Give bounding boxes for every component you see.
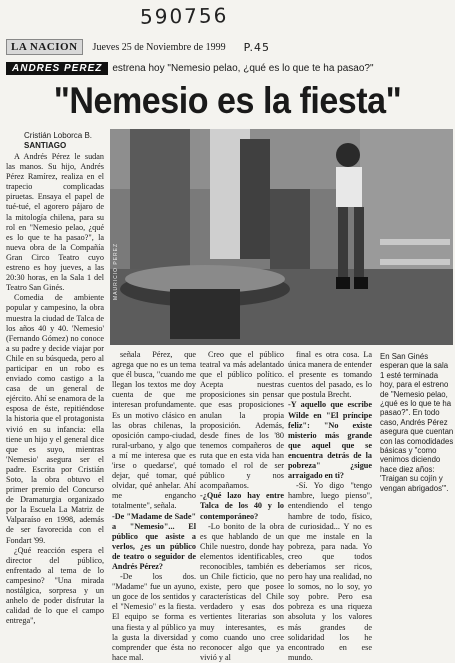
kicker-name: ANDRES PEREZ xyxy=(6,62,108,75)
interview-question: -Y aquello que escribe Wilde en "El príncipe feliz": "No existe misterio más grande que aquel que se encuentra detrás de la pobreza" ¿sigue arraigado en ti? xyxy=(288,400,372,481)
byline xyxy=(24,131,92,151)
paragraph: ¿Qué reacción espera el director del público, enfrentado al tema de lo campesino? "Una mirada nostálgica, sorpresa y un anhelo de poder disfrutar la calidad de lo que el campo entrega", xyxy=(6,545,104,626)
interview-question: -De "Madame de Sade" a "Nemesio"... El público que asiste a verlos, ¿es un público de teatro o seguidor de Andrés Pérez? xyxy=(112,511,196,571)
page-mark: P.45 xyxy=(243,40,270,54)
masthead xyxy=(6,40,446,54)
paragraph: Comedia de ambiente popular y campesino, la obra muestra la ciudad de Talca de los años 40 y 40. 'Nemesio' (Fernando Gómez) no conoce a su padre y decide viajar por Chile en su búsqueda, pero al participar en un robo es enviado como castigo a la casa de un general de ejército. Ahí se enamora de la esposa de éste, repitiéndose la historia que el protagonista vivió en su infancia: ella tiene un hijo y el general dice que es suyo, mientras 'Nemesio' asegura ser el padre. Escrita por Cristián Soto, la obra obtuvo el primer premio del Concurso de Dramaturgia organizado por la Escuela La Matriz de Valparaíso en 1998, además de ser favorecida con el Fondart '99. xyxy=(6,293,104,545)
sidebar-note: En San Ginés esperan que la sala 1 esté terminada hoy, para el estreno de "Nemesio pelao, ¿qué es lo que te ha pasao?". En todo caso, Andrés Pérez asegura que cuentan con las comodidades básicas y "como venimos diciendo hace diez años: 'Traigan su cojín y vengan abrigados'". xyxy=(380,352,454,493)
interview-question: -¿Qué lazo hay entre Talca de los 40 y lo contemporáneo? xyxy=(200,491,284,521)
paragraph: final es otra cosa. La única manera de entender el presente es tomando cuentos del pasado, es lo que postula Brecht. xyxy=(288,350,372,400)
kicker-line xyxy=(6,61,446,75)
paragraph: -Sí. Yo digo "tengo hambre, luego pienso", entendiendo el tengo hambre de todo, físico, de curiosidad... Y no es que me instale en la pobreza, para nada. Yo creo que todos deberíamos ser ricos, pero hay una realidad, no lo somos, no lo soy, yo soy pobre. Pero esa pobreza es una riqueza absoluta y los valores más grandes de solidaridad los he encontrado en ese mundo. xyxy=(288,481,372,662)
photo-credit: MAURICIO PEREZ xyxy=(113,242,119,300)
paragraph: -De los dos. "Madame" fue un ayuno, un goce de los sentidos y el "Nemesio" es la fiesta. El equipo se forma es una fiesta y al público ya la gusta la diversidad y comprender que ésta no hace mal. xyxy=(112,572,196,662)
paragraph: -Lo bonito de la obra es que hablando de un Chile nuestro, donde hay elementos identificables, reconocibles, también es un Chile ficticio, que no existe, pero que posee características del Chile verdadero y esas dos vertientes literarias son muy interesantes, es como cuando uno cree reconocer algo que ya vivió y al xyxy=(200,521,284,662)
article-column-2 xyxy=(112,350,196,663)
byline-author: Cristián Loborca B. xyxy=(24,131,93,140)
paragraph: señala Pérez, que agrega que no es un tema que él busca, "cuando me llegan los textos me doy cuenta de que me interesan profundamente. Es un motivo clásico en las obras chilenas, la oposición campo-ciudad, rural-urbano, y algo que a mí me interesa que es 'irse o quedarse', qué dejar, qué tomar, qué olvidar, qué anhelar. Ahí me engancho totalmente", señala. xyxy=(112,350,196,511)
kicker-text: estrena hoy "Nemesio pelao, ¿qué es lo que te ha pasao?" xyxy=(112,62,374,74)
article-column-3 xyxy=(200,350,284,663)
byline-place: SANTIAGO xyxy=(24,141,67,150)
photo-illustration xyxy=(110,129,453,345)
archive-handwritten-code: 590756 xyxy=(139,3,229,29)
newspaper-logo: LA NACION xyxy=(6,39,83,55)
paragraph: Creo que el público teatral va más adelantado que el público político. Acepta nuestras proposiciones sin pensar que esas proposiciones anulan la propia proposición. Además, desde fines de los '80 tenemos compañeros de ruta que en esta vida han tomado el rol de ser público y nos acompañamos. xyxy=(200,350,284,491)
paragraph: A Andrés Pérez le sudan las manos. Su hijo, Andrés Pérez Ramírez, realiza en el trapecio complicadas piruetas. Ensaya el papel de tué-tué, el agorero pájaro de la mitología chilena, para su rol en "Nemesio pelao, ¿qué es lo que te ha pasao?", la nueva obra de la Compañía Gran Circo Teatro cuyo estreno es hoy jueves, a las 20:30 horas, en la Sala 1 del Teatro San Ginés. xyxy=(6,152,104,293)
issue-date: Jueves 25 de Noviembre de 1999 xyxy=(92,41,226,53)
article-photo xyxy=(110,129,453,345)
article-column-4 xyxy=(288,350,372,663)
headline: "Nemesio es la fiesta" xyxy=(53,80,402,121)
article-column-1 xyxy=(6,152,104,626)
